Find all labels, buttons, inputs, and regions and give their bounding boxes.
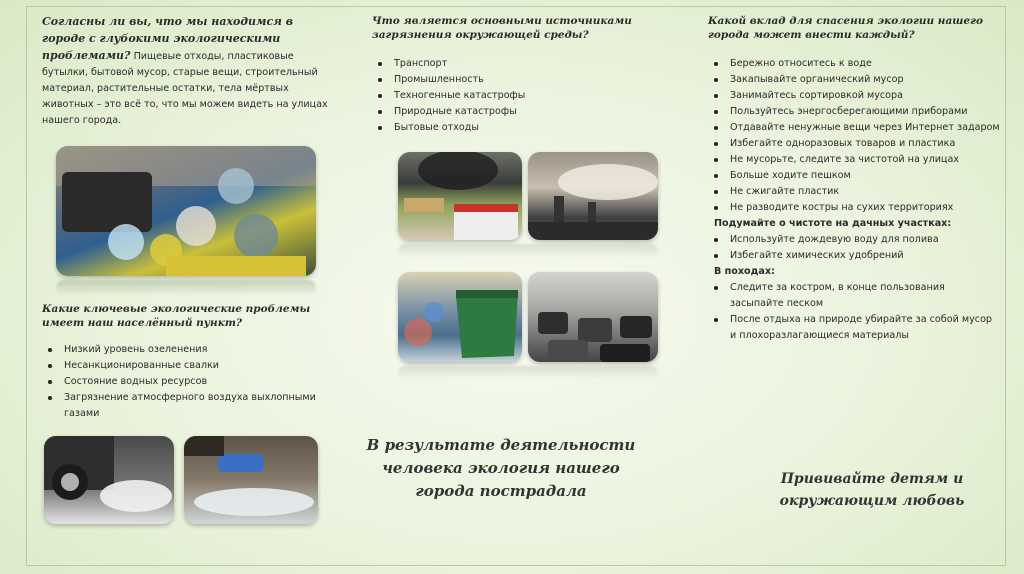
list-item: Избегайте химических удобрений bbox=[708, 248, 1000, 264]
closing-text: Прививайте детям и окружающим любовь bbox=[779, 471, 965, 509]
list-item: Природные катастрофы bbox=[372, 104, 662, 120]
list-item: Состояние водных ресурсов bbox=[42, 374, 322, 390]
intro-paragraph bbox=[42, 14, 332, 129]
list-item: Используйте дождевую воду для полива bbox=[708, 232, 1000, 248]
problems-section bbox=[42, 302, 322, 422]
intro-text: Пищевые отходы, пластиковые бутылки, бытовой мусор, старые вещи, строительный материал, растительные остатки, тела мёртвых животных – это всё то, что мы можем видеть на улицах нашего города. bbox=[42, 51, 328, 126]
tips-subheading: Подумайте о чистоте на дачных участках: bbox=[714, 218, 952, 229]
list-item: Следите за костром, в конце пользования засыпайте песком bbox=[708, 280, 1000, 312]
list-item: Несанкционированные свалки bbox=[42, 358, 322, 374]
sources-heading: Что является основными источниками загрязнения окружающей среды? bbox=[372, 15, 632, 41]
problems-list bbox=[42, 342, 322, 422]
list-item: Пользуйтесь энергосберегающими приборами bbox=[708, 104, 1000, 120]
list-item: Избегайте одноразовых товаров и пластика bbox=[708, 136, 1000, 152]
car-exhaust-photo bbox=[44, 436, 174, 524]
smoke-city-photo bbox=[398, 152, 522, 240]
tips-list bbox=[708, 56, 1000, 344]
photo-reflection bbox=[398, 366, 658, 380]
list-item: Не сжигайте пластик bbox=[708, 184, 1000, 200]
list-item: Транспорт bbox=[372, 56, 662, 72]
list-item: Не разводите костры на сухих территориях bbox=[708, 200, 1000, 216]
column-right bbox=[708, 14, 1000, 344]
column-middle bbox=[372, 14, 662, 136]
water-pollution-photo bbox=[184, 436, 318, 524]
problems-heading: Какие ключевые экологические проблемы имеет наш населённый пункт? bbox=[42, 303, 311, 329]
trash-pile-photo bbox=[56, 146, 316, 276]
factory-smoke-photo bbox=[528, 152, 658, 240]
list-item: Занимайтесь сортировкой мусора bbox=[708, 88, 1000, 104]
list-item: Отдавайте ненужные вещи через Интернет задаром bbox=[708, 120, 1000, 136]
photo-reflection bbox=[56, 280, 316, 296]
list-item: Низкий уровень озеленения bbox=[42, 342, 322, 358]
column-left bbox=[42, 14, 332, 129]
landfill-container-photo bbox=[398, 272, 522, 362]
tips-heading: Какой вклад для спасения экологии нашего города может внести каждый? bbox=[708, 15, 983, 41]
list-item: После отдыха на природе убирайте за собой мусор и плохоразлагающиеся материалы bbox=[708, 312, 1000, 344]
intro-heading: Согласны ли вы, что мы находимся в городе с глубокими экологическими проблемами? bbox=[42, 15, 293, 62]
list-item: Бытовые отходы bbox=[372, 120, 662, 136]
sources-list bbox=[372, 56, 662, 136]
list-item: Промышленность bbox=[372, 72, 662, 88]
list-item: Бережно относитесь к воде bbox=[708, 56, 1000, 72]
list-item: Больше ходите пешком bbox=[708, 168, 1000, 184]
photo-reflection bbox=[398, 244, 658, 258]
list-item: Техногенные катастрофы bbox=[372, 88, 662, 104]
tips-subheading: В походах: bbox=[714, 266, 775, 277]
list-item: Закапывайте органический мусор bbox=[708, 72, 1000, 88]
list-item: Не мусорьте, следите за чистотой на улицах bbox=[708, 152, 1000, 168]
list-item: Загрязнение атмосферного воздуха выхлопными газами bbox=[42, 390, 322, 422]
traffic-smog-photo bbox=[528, 272, 658, 362]
conclusion-text: В результате деятельности человека экология нашего города пострадала bbox=[366, 436, 636, 500]
